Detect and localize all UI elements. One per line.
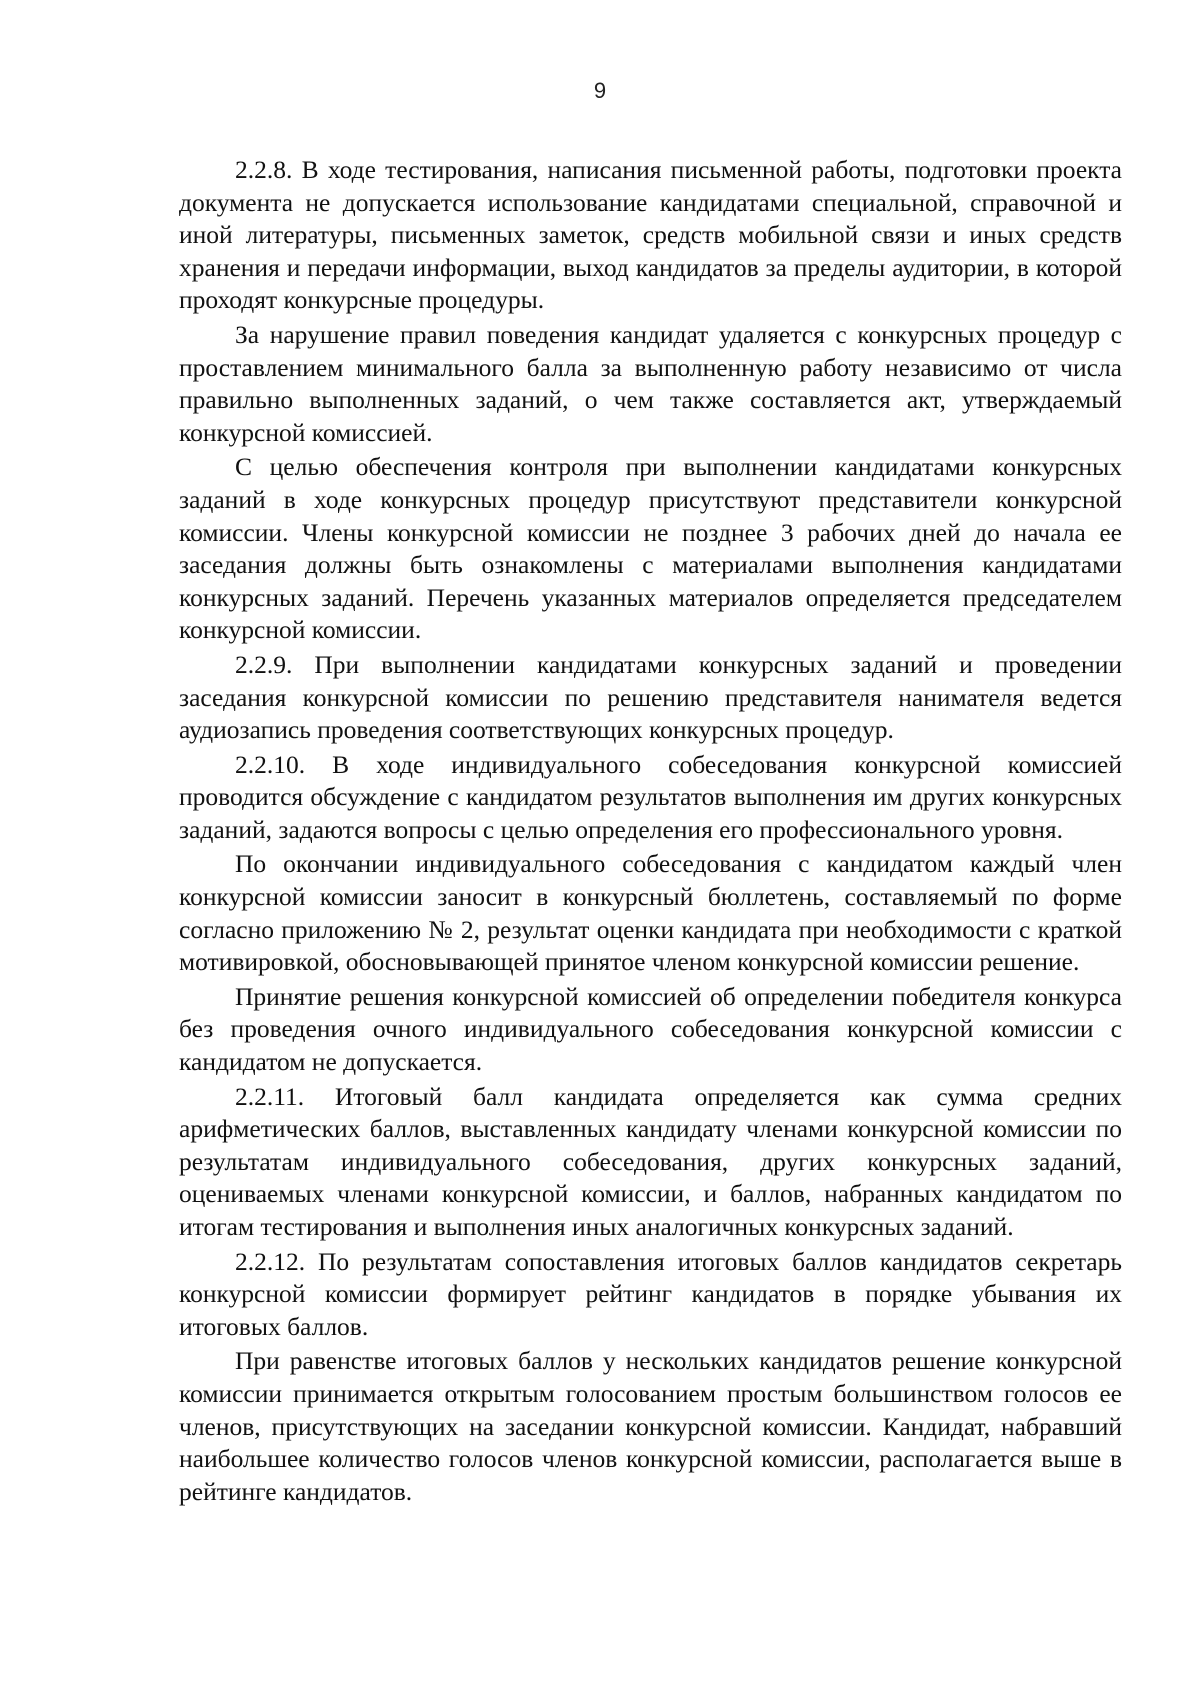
paragraph-2-2-9: 2.2.9. При выполнении кандидатами конкурсных заданий и проведении заседания конкурсной комиссии по решению представителя нанимателя ведется аудиозапись проведения соответствующих конкурсных процедур. <box>179 649 1122 745</box>
paragraph-control-presence: С целью обеспечения контроля при выполнении кандидатами конкурсных заданий в ходе конкурсных процедур присутствуют представители конкурсной комиссии. Члены конкурсной комиссии не позднее 3 рабочих дней до начала ее заседания должны быть ознакомлены с материалами выполнения кандидатами конкурсных заданий. Перечень указанных материалов определяется председателем конкурсной комиссии. <box>179 452 1122 645</box>
paragraph-ballot: По окончании индивидуального собеседования с кандидатом каждый член конкурсной комиссии заносит в конкурсный бюллетень, составляемый по форме согласно приложению № 2, результат оценки кандидата при необходимости с краткой мотивировкой, обосновывающей принятое членом конкурсной комиссии решение. <box>179 849 1122 977</box>
paragraph-2-2-10: 2.2.10. В ходе индивидуального собеседования конкурсной комиссией проводится обсуждение с кандидатом результатов выполнения им других конкурсных заданий, задаются вопросы с целью определения его профессионального уровня. <box>179 749 1122 844</box>
paragraph-2-2-8: 2.2.8. В ходе тестирования, написания письменной работы, подготовки проекта документа не допускается использование кандидатами специальной, справочной и иной литературы, письменных заметок, средств мобильной связи и иных средств хранения и передачи информации, выход кандидатов за пределы аудитории, в которой проходят конкурсные процедуры. <box>179 155 1122 315</box>
paragraph-2-2-11: 2.2.11. Итоговый балл кандидата определяется как сумма средних арифметических баллов, выставленных кандидату членами конкурсной комиссии по результатам индивидуального собеседования, других конкурсных заданий, оцениваемых членами конкурсной комиссии, и баллов, набранных кандидатом по итогам тестирования и выполнения иных аналогичных конкурсных заданий. <box>179 1081 1122 1241</box>
page-number: 9 <box>593 78 607 103</box>
paragraph-interview-required: Принятие решения конкурсной комиссией об определении победителя конкурса без проведения очного индивидуального собеседования конкурсной комиссии с кандидатом не допускается. <box>179 981 1122 1077</box>
paragraph-equal-scores: При равенстве итоговых баллов у нескольких кандидатов решение конкурсной комиссии принимается открытым голосованием простым большинством голосов ее членов, присутствующих на заседании конкурсной комиссии. Кандидат, набравший наибольшее количество голосов членов конкурсной комиссии, располагается выше в рейтинге кандидатов. <box>179 1346 1122 1506</box>
paragraph-2-2-12: 2.2.12. По результатам сопоставления итоговых баллов кандидатов секретарь конкурсной комиссии формирует рейтинг кандидатов в порядке убывания их итоговых баллов. <box>179 1246 1122 1341</box>
paragraph-violation-rules: За нарушение правил поведения кандидат удаляется с конкурсных процедур с проставлением минимального балла за выполненную работу независимо от числа правильно выполненных заданий, о чем также составляется акт, утверждаемый конкурсной комиссией. <box>179 319 1122 447</box>
document-body <box>179 154 1122 1510</box>
